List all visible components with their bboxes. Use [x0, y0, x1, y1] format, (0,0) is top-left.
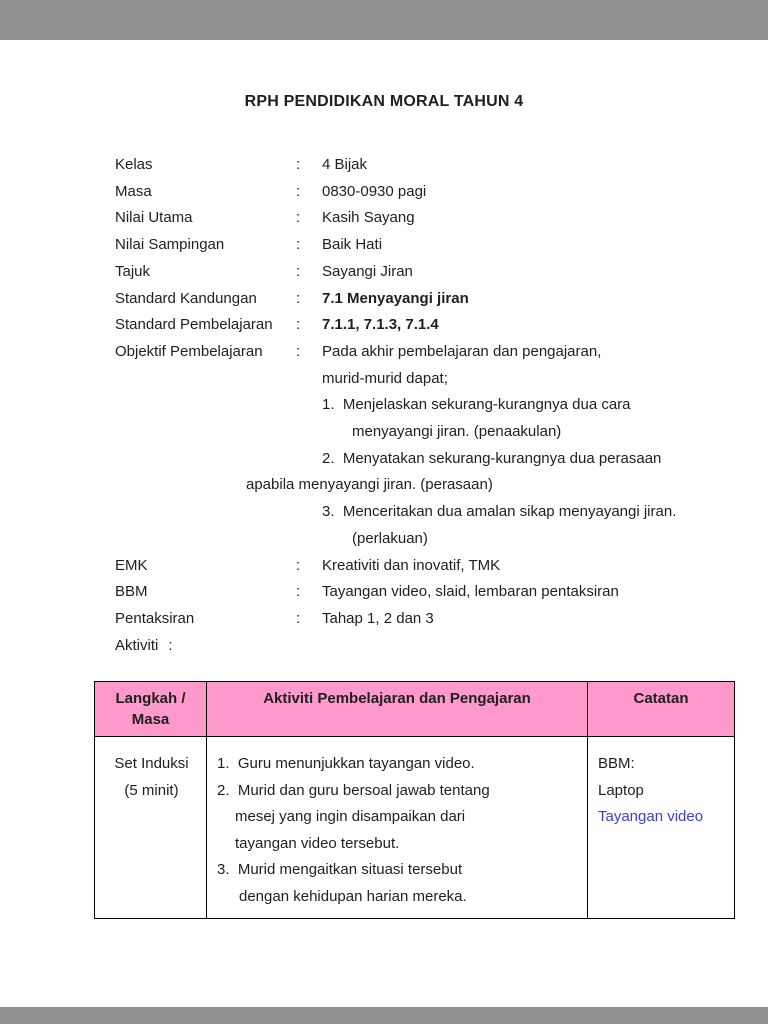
field-label: Standard Kandungan: [115, 289, 257, 307]
table-row-set-induksi: [95, 737, 735, 919]
header-cell-catatan: [588, 682, 735, 737]
top-gray-bar: [0, 0, 768, 40]
field-row-tajuk: [115, 259, 768, 286]
field-value: Tayangan video, slaid, lembaran pentaksiran: [322, 583, 619, 601]
field-value: 0830-0930 pagi: [322, 182, 427, 200]
activity-line: dengan kehidupan harian mereka.: [239, 887, 467, 905]
objective-line: menyayangi jiran. (penaakulan): [352, 423, 562, 441]
field-colon: :: [296, 342, 301, 360]
field-colon: :: [296, 262, 301, 280]
field-colon: :: [296, 289, 301, 307]
field-value: Tahap 1, 2 dan 3: [322, 609, 434, 627]
field-value: 7.1.1, 7.1.3, 7.1.4: [322, 316, 439, 334]
field-colon: :: [296, 209, 301, 227]
header-line: Langkah /: [115, 690, 186, 708]
field-value: Baik Hati: [322, 236, 383, 254]
field-value: Pada akhir pembelajaran dan pengajaran,: [322, 342, 602, 360]
field-row-emk: [115, 553, 768, 580]
field-row-standard-pembelajaran: [115, 312, 768, 339]
field-row-kelas: [115, 152, 768, 179]
fields-list: [115, 152, 768, 659]
field-colon: :: [296, 316, 301, 334]
field-value: Sayangi Jiran: [322, 262, 413, 280]
activity-line: 2. Murid dan guru bersoal jawab tentang: [217, 781, 490, 799]
catatan-line: Laptop: [598, 781, 644, 799]
header-line: Aktiviti Pembelajaran dan Pengajaran: [263, 690, 531, 708]
field-label: Pentaksiran: [115, 609, 195, 627]
field-colon: :: [296, 236, 301, 254]
field-row-standard-kandungan: [115, 286, 768, 313]
header-cell-langkah-masa: [95, 682, 207, 737]
field-label: Tajuk: [115, 262, 151, 280]
activity-line: mesej yang ingin disampaikan dari: [235, 808, 466, 826]
cell-langkah-masa: [95, 737, 207, 919]
objective-line: 3. Menceritakan dua amalan sikap menyayangi jiran.: [322, 503, 677, 521]
activity-line: 3. Murid mengaitkan situasi tersebut: [217, 861, 463, 879]
field-colon: :: [296, 182, 301, 200]
field-label: BBM: [115, 583, 148, 601]
field-row-objektif-pembelajaran: [115, 339, 768, 366]
field-colon: :: [296, 556, 301, 574]
field-label: Kelas: [115, 156, 153, 173]
field-label: Aktiviti: [115, 636, 159, 654]
tayangan-video-link[interactable]: Tayangan video: [598, 808, 704, 826]
header-line: Catatan: [633, 690, 689, 708]
field-row-nilai-sampingan: [115, 232, 768, 259]
field-row-pentaksiran: [115, 606, 768, 633]
catatan-line: BBM:: [598, 755, 635, 773]
field-label: Masa: [115, 182, 152, 200]
langkah-line: Set Induksi: [114, 755, 189, 773]
field-row-masa: [115, 179, 768, 206]
header-line: Masa: [131, 711, 170, 729]
activity-line: tayangan video tersebut.: [235, 834, 400, 852]
field-colon: :: [296, 156, 301, 173]
objective-line: (perlakuan): [352, 529, 428, 547]
field-label: Nilai Sampingan: [115, 236, 225, 254]
header-cell-aktiviti: [207, 682, 588, 737]
objective-line: 1. Menjelaskan sekurang-kurangnya dua cara: [322, 396, 631, 414]
objective-line: murid-murid dapat;: [322, 369, 448, 387]
field-label: EMK: [115, 556, 148, 574]
field-label: Standard Pembelajaran: [115, 316, 273, 334]
field-colon: :: [296, 609, 301, 627]
field-value: Kasih Sayang: [322, 209, 415, 227]
field-value: Kreativiti dan inovatif, TMK: [322, 556, 501, 574]
table-header-row: [95, 682, 735, 737]
field-row-aktiviti: [115, 633, 768, 660]
field-label: Objektif Pembelajaran: [115, 342, 263, 360]
field-row-bbm: [115, 579, 768, 606]
objective-line: apabila menyayangi jiran. (perasaan): [246, 476, 493, 494]
field-label: Nilai Utama: [115, 209, 193, 227]
objective-line: 2. Menyatakan sekurang-kurangnya dua perasaan: [322, 449, 662, 467]
field-colon: :: [296, 583, 301, 601]
field-colon: :: [168, 636, 173, 654]
bottom-gray-bar: [0, 1007, 768, 1024]
langkah-line: (5 minit): [124, 781, 179, 799]
cell-aktiviti: [207, 737, 588, 919]
field-value: 7.1 Menyayangi jiran: [322, 289, 469, 307]
lesson-plan-table: [94, 681, 735, 919]
field-value: 4 Bijak: [322, 156, 368, 173]
field-row-nilai-utama: [115, 205, 768, 232]
activity-line: 1. Guru menunjukkan tayangan video.: [217, 755, 475, 773]
page-title: RPH PENDIDIKAN MORAL TAHUN 4: [244, 93, 524, 110]
cell-catatan: [588, 737, 735, 919]
